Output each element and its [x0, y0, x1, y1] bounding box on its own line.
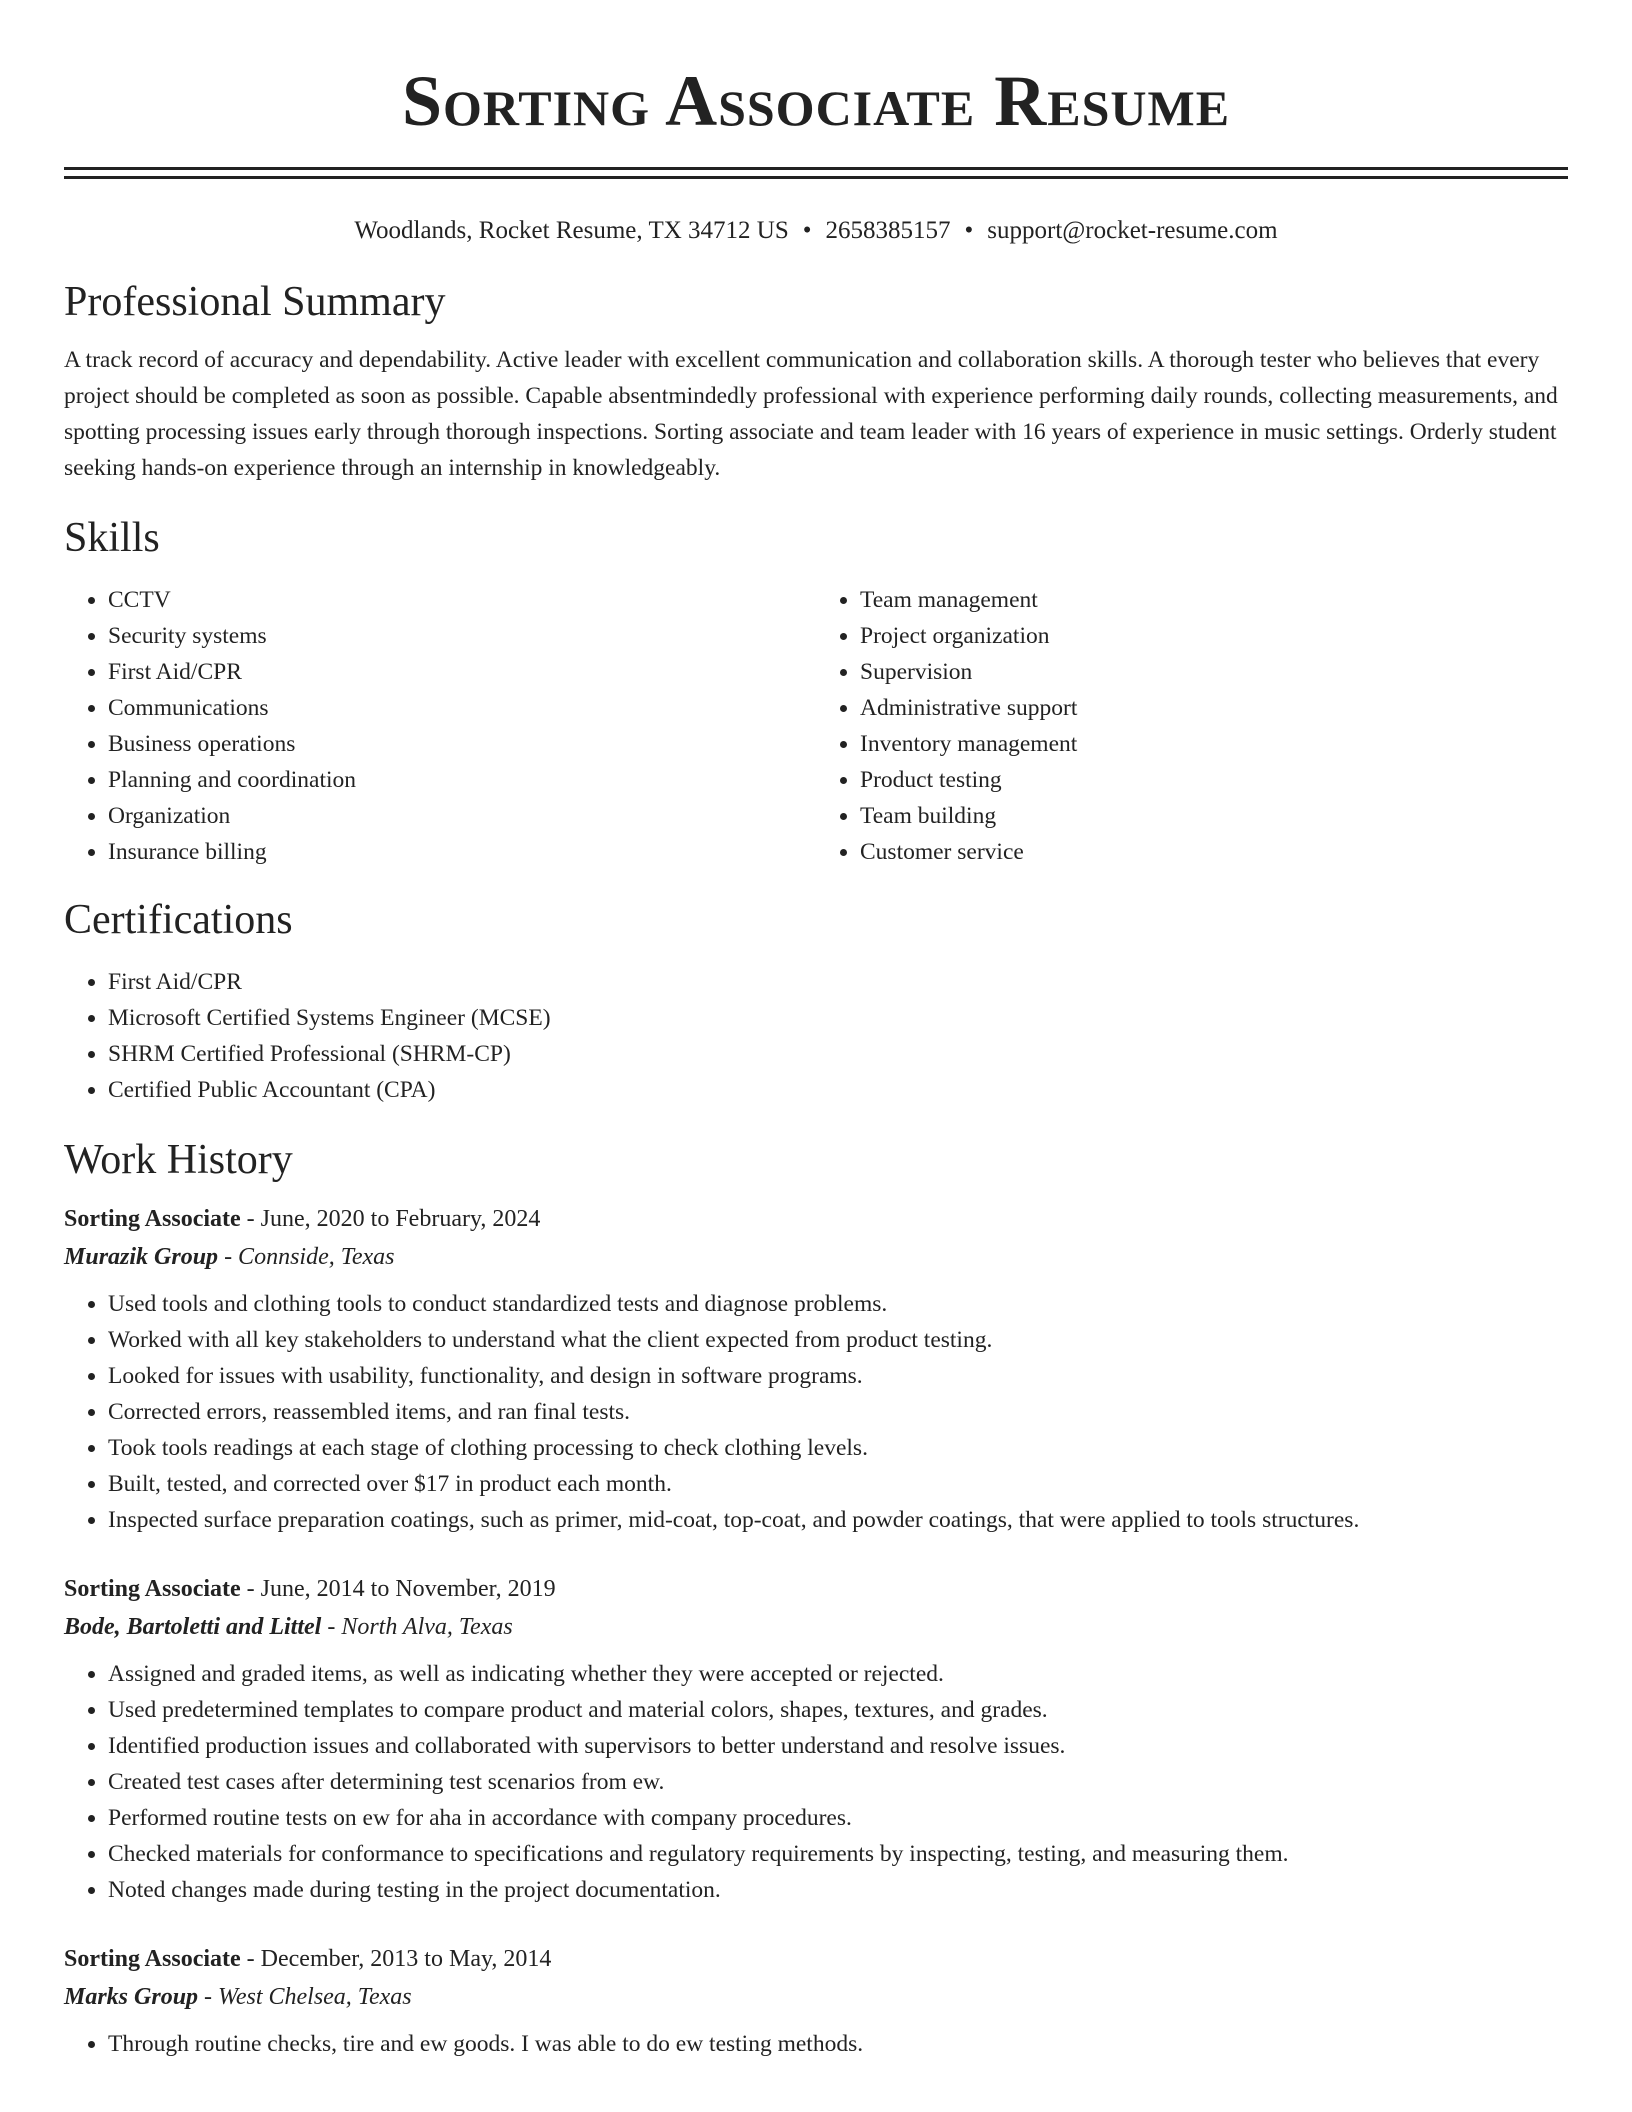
- job-bullet: • Assigned and graded items, as well as indicating whether they were accepted or rejected.: [108, 1656, 1568, 1692]
- title-divider-bottom: [64, 176, 1568, 179]
- job-title-line: [64, 1570, 1568, 1608]
- job-bullet: • Noted changes made during testing in the project documentation.: [108, 1872, 1568, 1908]
- job-company-line: [64, 1608, 1568, 1646]
- contact-phone: 2658385157: [825, 217, 951, 244]
- job-dates: - December, 2013 to May, 2014: [240, 1946, 552, 1972]
- job-title: Sorting Associate: [64, 1946, 241, 1972]
- job-bullet: • Performed routine tests on ew for aha in accordance with company procedures.: [108, 1800, 1568, 1836]
- job-company-line: [64, 1978, 1568, 2016]
- contact-line: [64, 215, 1568, 247]
- job-dates: - June, 2014 to November, 2019: [240, 1576, 556, 1602]
- job-bullet: • Identified production issues and collaborated with supervisors to better understand and resolve issues.: [108, 1728, 1568, 1764]
- job-company: Murazik Group: [64, 1244, 219, 1270]
- skill-item: • Team building: [860, 798, 1568, 834]
- job-title-line: [64, 1940, 1568, 1978]
- skill-item: • First Aid/CPR: [108, 654, 816, 690]
- contact-separator: •: [964, 217, 974, 244]
- skill-item: • Inventory management: [860, 726, 1568, 762]
- title-divider-top: [64, 167, 1568, 170]
- certification-item: • First Aid/CPR: [108, 964, 1568, 1000]
- job-bullets: [64, 2026, 1568, 2062]
- job-bullets: [64, 1656, 1568, 1908]
- job-bullet: • Used tools and clothing tools to conduct standardized tests and diagnose problems.: [108, 1286, 1568, 1322]
- skill-item: • Product testing: [860, 762, 1568, 798]
- skills-section: [64, 512, 1568, 870]
- skill-item: • Business operations: [108, 726, 816, 762]
- job-location: - Connside, Texas: [218, 1244, 395, 1270]
- skill-item: • Administrative support: [860, 690, 1568, 726]
- work-history-section: [64, 1134, 1568, 2062]
- job-bullet: • Took tools readings at each stage of clothing processing to check clothing levels.: [108, 1430, 1568, 1466]
- job-company: Marks Group: [64, 1984, 199, 2010]
- skill-item: • Organization: [108, 798, 816, 834]
- skill-item: • Team management: [860, 582, 1568, 618]
- skill-item: • Supervision: [860, 654, 1568, 690]
- summary-section: [64, 276, 1568, 486]
- contact-address: Woodlands, Rocket Resume, TX 34712 US: [354, 217, 789, 244]
- job-entry: [64, 1200, 1568, 1538]
- certifications-heading: Certifications: [64, 897, 293, 943]
- job-bullet: • Looked for issues with usability, functionality, and design in software programs.: [108, 1358, 1568, 1394]
- job-bullet: • Inspected surface preparation coatings, such as primer, mid-coat, top-coat, and powder coatings, that were applied to tools structures.: [108, 1502, 1568, 1538]
- skill-item: • Planning and coordination: [108, 762, 816, 798]
- skills-columns: [64, 582, 1568, 870]
- job-entry: [64, 1570, 1568, 1908]
- skill-item: • Communications: [108, 690, 816, 726]
- certification-item: • Certified Public Accountant (CPA): [108, 1072, 1568, 1108]
- certification-item: • Microsoft Certified Systems Engineer (MCSE): [108, 1000, 1568, 1036]
- summary-text: A track record of accuracy and dependability. Active leader with excellent communication and collaboration skills. A thorough tester who believes that every project should be completed as soon as possible. Capable absentmindedly professional with experience performing daily rounds, collecting measurements, and spotting processing issues early through thorough inspections. Sorting associate and team leader with 16 years of experience in music settings. Orderly student seeking hands-on experience through an internship in knowledgeably.: [64, 347, 1558, 481]
- skill-item: • Insurance billing: [108, 834, 816, 870]
- job-bullet: • Worked with all key stakeholders to understand what the client expected from product testing.: [108, 1322, 1568, 1358]
- job-bullet: • Built, tested, and corrected over $17 in product each month.: [108, 1466, 1568, 1502]
- job-bullet: • Used predetermined templates to compare product and material colors, shapes, textures, and grades.: [108, 1692, 1568, 1728]
- summary-heading: Professional Summary: [64, 279, 446, 325]
- job-title: Sorting Associate: [64, 1206, 241, 1232]
- job-entry: [64, 1940, 1568, 2062]
- certifications-list: [64, 964, 1568, 1108]
- certification-item: • SHRM Certified Professional (SHRM-CP): [108, 1036, 1568, 1072]
- job-bullet: • Through routine checks, tire and ew goods. I was able to do ew testing methods.: [108, 2026, 1568, 2062]
- skill-item: • Project organization: [860, 618, 1568, 654]
- certifications-section: [64, 894, 1568, 1108]
- skills-list-right: [816, 582, 1568, 870]
- job-bullets: [64, 1286, 1568, 1538]
- job-location: - North Alva, Texas: [321, 1614, 513, 1640]
- job-company: Bode, Bartoletti and Littel: [64, 1614, 322, 1640]
- skill-item: • Customer service: [860, 834, 1568, 870]
- job-title: Sorting Associate: [64, 1576, 241, 1602]
- contact-email: support@rocket-resume.com: [987, 217, 1278, 244]
- skills-list-left: [64, 582, 816, 870]
- job-bullet: • Corrected errors, reassembled items, and ran final tests.: [108, 1394, 1568, 1430]
- skills-heading: Skills: [64, 515, 160, 561]
- job-company-line: [64, 1238, 1568, 1276]
- contact-separator: •: [802, 217, 812, 244]
- work-history-heading: Work History: [64, 1137, 293, 1183]
- skill-item: • Security systems: [108, 618, 816, 654]
- job-location: - West Chelsea, Texas: [198, 1984, 412, 2010]
- job-title-line: [64, 1200, 1568, 1238]
- job-bullet: • Checked materials for conformance to specifications and regulatory requirements by inspecting, testing, and measuring them.: [108, 1836, 1568, 1872]
- job-bullet: • Created test cases after determining test scenarios from ew.: [108, 1764, 1568, 1800]
- resume-title: Sorting Associate Resume: [401, 61, 1231, 141]
- job-dates: - June, 2020 to February, 2024: [240, 1206, 541, 1232]
- skill-item: • CCTV: [108, 582, 816, 618]
